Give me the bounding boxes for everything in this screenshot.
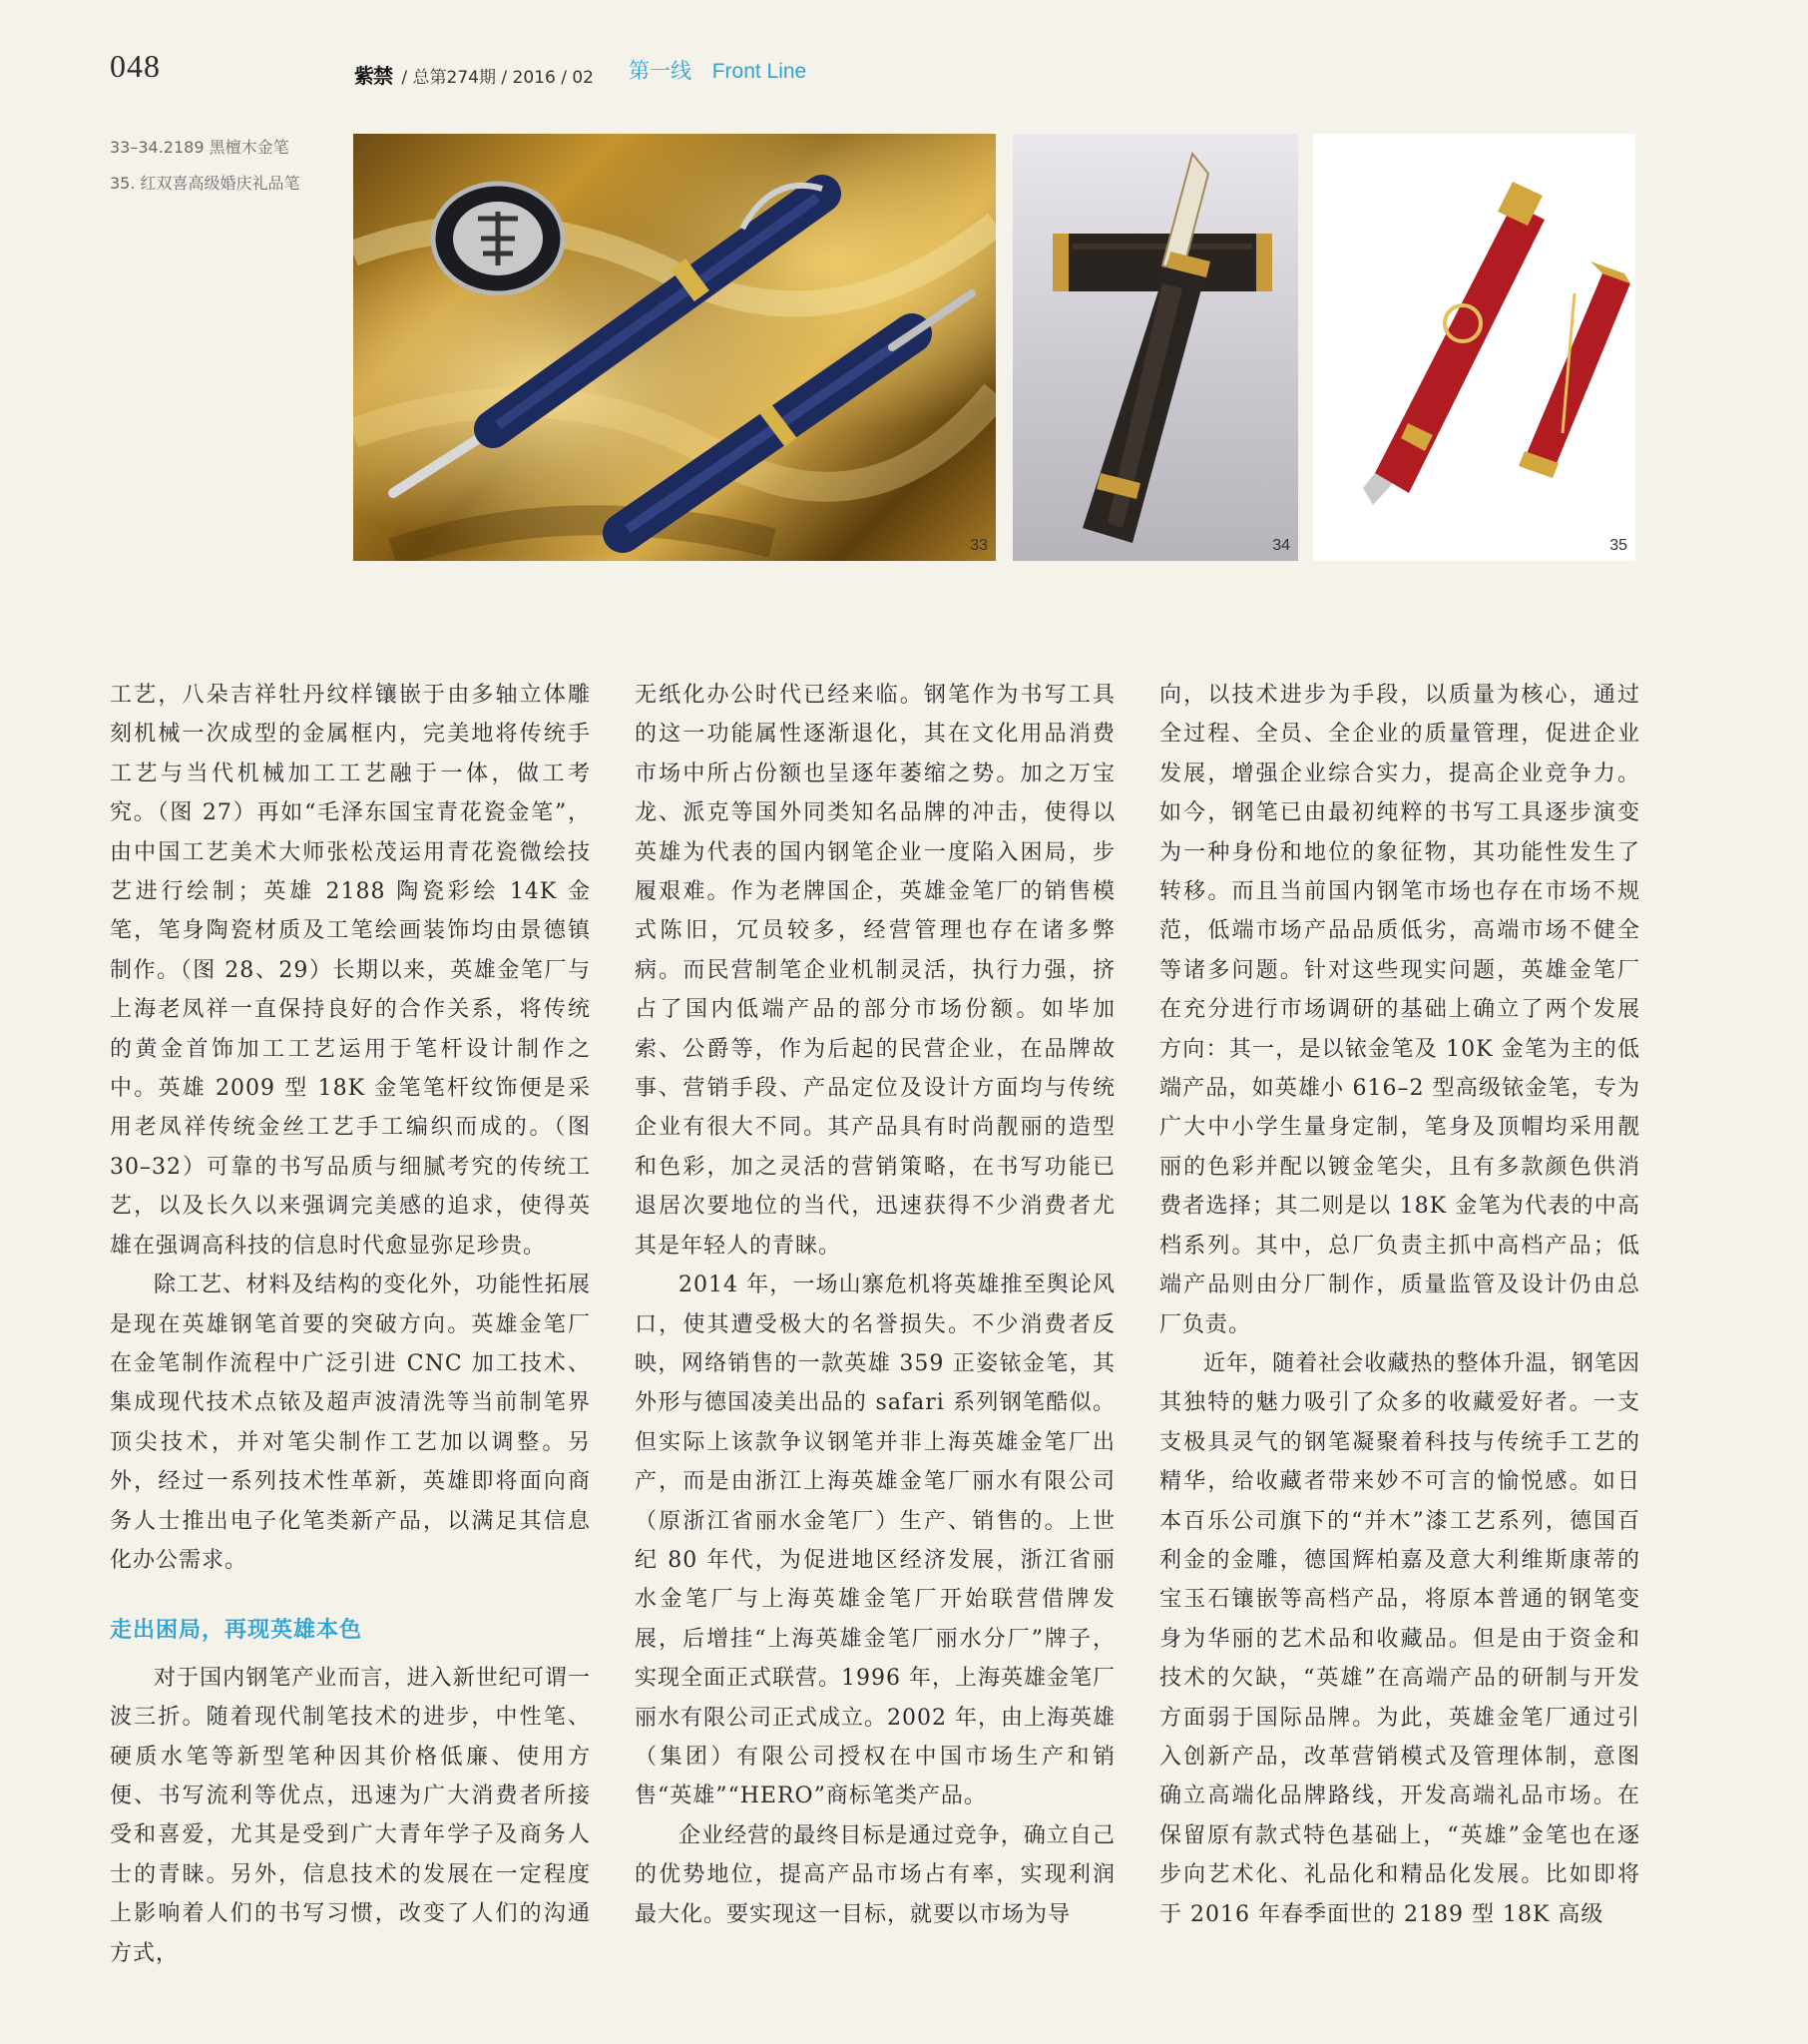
photo-number-35: 35 [1609, 537, 1627, 554]
section-heading: 走出困局，再现英雄本色 [110, 1618, 363, 1644]
photo-number-33: 33 [970, 537, 988, 554]
fu-medallion [433, 184, 563, 293]
paragraph: 近年，随着社会收藏热的整体升温，钢笔因其独特的魅力吸引了众多的收藏爱好者。一支支极具灵气的钢笔凝聚着科技与传统手工艺的精华，给收藏者带来妙不可言的愉悦感。如日本百乐公司旗下的“并木”漆工艺系列，德国百利金的金雕，德国辉柏嘉及意大利维斯康蒂的宝玉石镶嵌等高档产品，将原本普通的钢笔变身为华丽的艺术品和收藏品。但是由于资金和技术的欠缺，“英雄”在高端产品的研制与开发方面弱于国际品牌。为此，英雄金笔厂通过引入创新产品，改革营销模式及管理体制，意图确立高端化品牌路线，开发高端礼品市场。在保留原有款式特色基础上，“英雄”金笔也在逐步向艺术化、礼品化和精品化发展。比如即将于 2016 年春季面世的 2189 型 18K 高级 [1159, 1350, 1640, 1927]
text-column-2 [635, 676, 1116, 1934]
section-title-cn: 第一线 [629, 59, 691, 83]
pen-body [1083, 154, 1210, 543]
caption-35: 35. 红双喜高级婚庆礼品笔 [110, 174, 300, 193]
red-pens-illustration [1313, 134, 1635, 561]
red-pen-body [1363, 182, 1545, 505]
photo-captions [110, 130, 339, 202]
caption-33-34: 33–34.2189 黑檀木金笔 [110, 138, 289, 157]
section-tag [629, 55, 806, 85]
paragraph: 工艺，八朵吉祥牡丹纹样镶嵌于由多轴立体雕刻机械一次成型的金属框内，完美地将传统手工艺与当代机械加工工艺融于一体，做工考究。（图 27）再如“毛泽东国宝青花瓷金笔”，由中国工艺美术大师张松茂运用青花瓷微绘技艺进行绘制；英雄 2188 陶瓷彩绘 14K 金笔，笔身陶瓷材质及工笔绘画装饰均由景德镇制作。（图 28、29）长期以来，英雄金笔厂与上海老凤祥一直保持良好的合作关系，将传统的黄金首饰加工工艺运用于笔杆设计制作之中。英雄 2009 型 18K 金笔笔杆纹饰便是采用老凤祥传统金丝工艺手工编织而成的。（图 30–32）可靠的书写品质与细腻考究的传统工艺，以及长久以来强调完美感的追求，使得英雄在强调高科技的信息时代愈显弥足珍贵。 [110, 683, 591, 1259]
pens-on-silk-illustration [353, 134, 996, 561]
paragraph: 2014 年，一场山寨危机将英雄推至舆论风口，使其遭受极大的名誉损失。不少消费者反映，网络销售的一款英雄 359 正姿铱金笔，其外形与德国凌美出品的 safari 系列钢笔酷似。但实际上该款争议钢笔并非上海英雄金笔厂出产，而是由浙江上海英雄金笔厂丽水有限公司（原浙江省丽水金笔厂）生产、销售的。上世纪 80 年代，为促进地区经济发展，浙江省丽水金笔厂与上海英雄金笔厂开始联营借牌发展，后增挂“上海英雄金笔厂丽水分厂”牌子，实现全面正式联营。1996 年，上海英雄金笔厂丽水有限公司正式成立。2002 年，由上海英雄（集团）有限公司授权在中国市场生产和销售“英雄”“HERO”商标笔类产品。 [635, 1273, 1116, 1809]
issue-info: / 总第274期 / 2016 / 02 [401, 68, 594, 88]
paragraph: 对于国内钢笔产业而言，进入新世纪可谓一波三折。随着现代制笔技术的进步，中性笔、硬质水笔等新型笔种因其价格低廉、使用方便、书写流利等优点，迅速为广大消费者所接受和喜爱，尤其是受到广大青年学子及商务人士的青睐。另外，信息技术的发展在一定程度上影响着人们的书写习惯，改变了人们的沟通方式， [110, 1665, 591, 1966]
magazine-logo: 紫禁 [354, 64, 392, 88]
red-pen-cap [1519, 261, 1630, 478]
photo-number-34: 34 [1272, 537, 1290, 554]
section-title-en: Front Line [711, 60, 807, 83]
page-number: 048 [110, 48, 161, 84]
photo-33-black-sandalwood-pens [353, 134, 996, 561]
text-column-1 [110, 676, 591, 1973]
paragraph: 企业经营的最终目标是通过竞争，确立自己的优势地位，提高产品市场占有率，实现利润最大化。要实现这一目标，就要以市场为导 [635, 1822, 1116, 1927]
paragraph: 除工艺、材料及结构的变化外，功能性拓展是现在英雄钢笔首要的突破方向。英雄金笔厂在金笔制作流程中广泛引进 CNC 加工技术、集成现代技术点铱及超声波清洗等当前制笔界顶尖技术，并对笔尖制作工艺加以调整。另外，经过一系列技术性革新，英雄即将面向商务人士推出电子化笔类新产品，以满足其信息化办公需求。 [110, 1273, 591, 1573]
text-column-3 [1159, 676, 1640, 1934]
photo-34-wooden-fountain-pen [1013, 134, 1298, 561]
paragraph: 无纸化办公时代已经来临。钢笔作为书写工具的这一功能属性逐渐退化，其在文化用品消费市场中所占份额也呈逐年萎缩之势。加之万宝龙、派克等国外同类知名品牌的冲击，使得以英雄为代表的国内钢笔企业一度陷入困局，步履艰难。作为老牌国企，英雄金笔厂的销售模式陈旧，冗员较多，经营管理也存在诸多弊病。而民营制笔企业机制灵活，执行力强，挤占了国内低端产品的部分市场份额。如毕加索、公爵等，作为后起的民营企业，在品牌故事、营销手段、产品定位及设计方面均与传统企业有很大不同。其产品具有时尚靓丽的造型和色彩，加之灵活的营销策略，在书写功能已退居次要地位的当代，迅速获得不少消费者尤其是年轻人的青睐。 [635, 683, 1116, 1259]
wooden-pen-illustration [1013, 134, 1298, 561]
paragraph: 向，以技术进步为手段，以质量为核心，通过全过程、全员、全企业的质量管理，促进企业发展，增强企业综合实力，提高企业竞争力。如今，钢笔已由最初纯粹的书写工具逐步演变为一种身份和地位的象征物，其功能性发生了转移。而且当前国内钢笔市场也存在市场不规范，低端市场产品品质低劣，高端市场不健全等诸多问题。针对这些现实问题，英雄金笔厂在充分进行市场调研的基础上确立了两个发展方向：其一，是以铱金笔及 10K 金笔为主的低端产品，如英雄小 616–2 型高级铱金笔，专为广大中小学生量身定制，笔身及顶帽均采用靓丽的色彩并配以镀金笔尖，且有多款颜色供消费者选择；其二则是以 18K 金笔为代表的中高档系列。其中，总厂负责主抓中高档产品；低端产品则由分厂制作，质量监管及设计仍由总厂负责。 [1159, 683, 1640, 1337]
masthead [354, 60, 594, 89]
photo-35-double-happiness-pens [1313, 134, 1635, 561]
